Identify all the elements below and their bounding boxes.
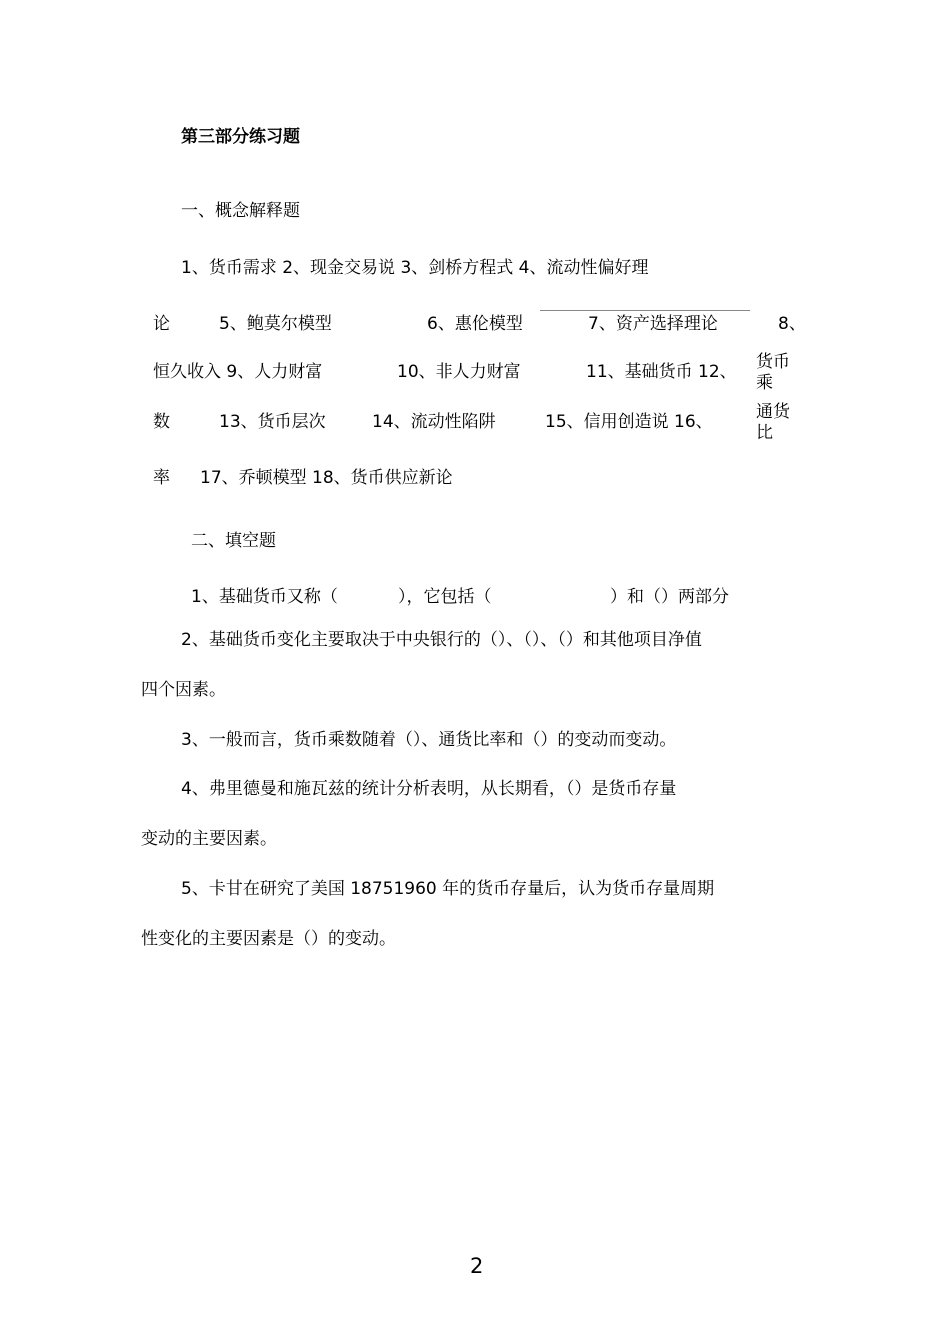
terms-row3-cell4: [756, 352, 790, 394]
q2-line2: 四个因素。: [141, 680, 226, 700]
terms-row4-cell4: 15、信用创造说 16、: [545, 412, 713, 432]
terms-row4-cell5-line2: 比: [756, 423, 773, 443]
terms-line-1: 1、货币需求 2、现金交易说 3、剑桥方程式 4、流动性偏好理: [181, 258, 649, 278]
terms-row2-cell1: 论: [153, 314, 170, 334]
terms-row3-cell1: 恒久收入 9、人力财富: [153, 362, 323, 382]
divider-line: [540, 310, 750, 311]
terms-row4-cell1: 数: [153, 412, 170, 432]
terms-row2-cell4: 7、资产选择理论: [588, 314, 718, 334]
terms-row5-cell2: 17、乔顿模型 18、货币供应新论: [200, 468, 453, 488]
terms-row3-cell3: 11、基础货币 12、: [586, 362, 737, 382]
q3-line1: 3、一般而言，货币乘数随着（）、通货比率和（）的变动而变动。: [181, 730, 677, 750]
section-heading-fill-blank: 二、填空题: [191, 531, 276, 551]
q2-line1: 2、基础货币变化主要取决于中央银行的（）、（）、（）和其他项目净值: [181, 630, 702, 650]
terms-row4-cell3: 14、流动性陷阱: [372, 412, 496, 432]
q4-line2: 变动的主要因素。: [141, 829, 277, 849]
terms-row3-cell2: 10、非人力财富: [397, 362, 521, 382]
terms-row2-cell5: 8、: [778, 314, 806, 334]
q1-part-a: 1、基础货币又称（: [191, 587, 338, 607]
terms-row4-cell2: 13、货币层次: [219, 412, 326, 432]
terms-row2-cell3: 6、惠伦模型: [427, 314, 523, 334]
terms-row3-cell4-line1: 货币: [756, 352, 790, 372]
q4-line1: 4、弗里德曼和施瓦兹的统计分析表明，从长期看，（）是货币存量: [181, 779, 677, 799]
terms-row4-cell5: [756, 402, 790, 444]
terms-row4-cell5-line1: 通货: [756, 402, 790, 422]
terms-row2-cell2: 5、鲍莫尔模型: [219, 314, 332, 334]
page-number: 2: [470, 1254, 484, 1278]
q5-line2: 性变化的主要因素是（）的变动。: [141, 929, 396, 949]
q1-part-b: ），它包括（: [398, 587, 492, 607]
q5-line1: 5、卡甘在研究了美国 18751960 年的货币存量后，认为货币存量周期: [181, 879, 715, 899]
q1-part-c: ）和（）两部分: [610, 587, 729, 607]
terms-row5-cell1: 率: [153, 468, 170, 488]
page-title: 第三部分练习题: [181, 127, 300, 147]
section-heading-concepts: 一、概念解释题: [181, 201, 300, 221]
terms-row3-cell4-line2: 乘: [756, 373, 773, 393]
